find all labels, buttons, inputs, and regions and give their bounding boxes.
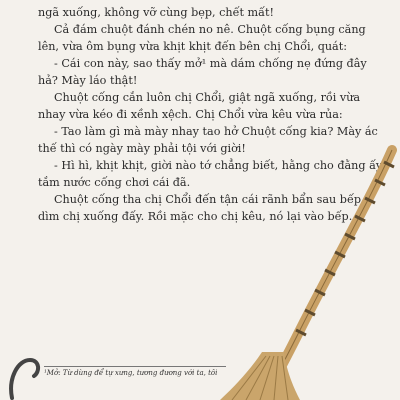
hook-icon [11, 360, 38, 398]
footnote-divider [44, 366, 226, 367]
paragraph-5: - Tao làm gì mà mày nhay tao hở Chuột cống kia? Mày ác thế thì có ngày mày phải tội với giời! [38, 125, 378, 155]
footnote: ¹Mở: Từ dùng để tự xưng, tương đương với ta, tôi [44, 369, 218, 377]
paragraph-2: Cả đám chuột đánh chén no nê. Chuột cống bụng căng lên, vừa ôm bụng vừa khịt khịt đến bên chị Chổi, quát: [38, 23, 366, 53]
paragraph-7: Chuột cống tha chị Chổi đến tận cái rãnh bẩn sau bếp, dìm chị xuống đấy. Rồi mặc cho chị kêu, nó lại vào bếp. [38, 193, 365, 223]
paragraph-1: ngã xuống, không vỡ cùng bẹp, chết mất! [38, 6, 274, 19]
broom-bristle-lines [232, 356, 288, 400]
paragraph-6: - Hì hì, khịt khịt, giời nào tớ chẳng biết, hằng cho đằng ấy tắm nước cống chơi cái đã. [38, 159, 383, 189]
story-text [38, 0, 386, 225]
paragraph-4: Chuột cống cắn luôn chị Chổi, giật ngã xuống, rồi vừa nhay vừa kéo đi xềnh xệch. Chị Chổi vừa kêu vừa rủa: [38, 91, 361, 121]
paragraph-3: - Cái con này, sao thấy mở¹ mà dám chống nẹ đứng đây hả? Mày láo thật! [38, 57, 367, 87]
